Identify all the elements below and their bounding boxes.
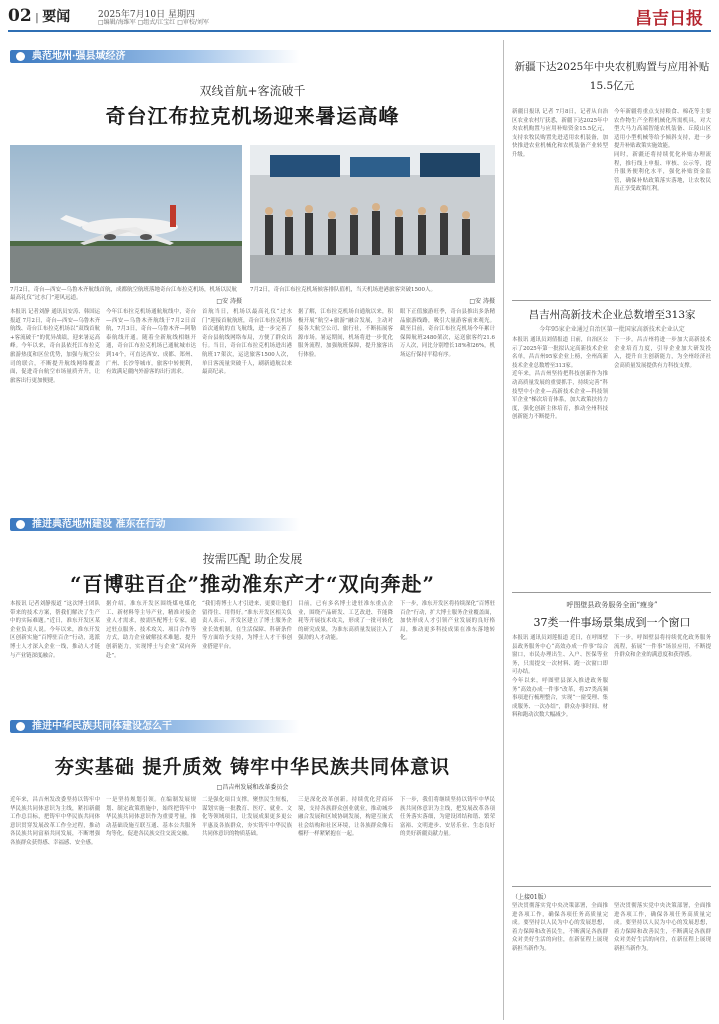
section-band: 推进中华民族共同体建设怎么干 xyxy=(10,720,300,733)
article-body: 今年新疆将重点支持粮食、棉花等主要农作物生产全程机械化所需机具，对大型大马力高端智能农机装备、丘陵山区适用小型机械等给予倾斜支持，进一步提升补贴政策实施效能。 同时，新疆还将持续优化补贴办理流程，推行线上申报、审核、公示等，提升服务便利化水平，强化补贴资金监管，确保补贴政策落实落地，让农牧民真正享受政策红利。 xyxy=(614,109,711,193)
section-band: 推进典范地州建设 准东在行动 xyxy=(10,518,300,531)
article-body: 据介绍，准东开发区围绕煤电煤化工、新材料等主导产业，精准对接企业人才需求，按需匹配博士专家，通过驻点服务、技术攻关、项目合作等方式，助力企业破解技术难题、提升创新能力，实现博士与企业“双向奔赴”。 xyxy=(106,601,196,659)
article-body: 一是坚持规划引领。在编制发展规划、制定政策措施中，始终把铸牢中华民族共同体意识作为重要考量，推动基础设施互联互通、基本公共服务均等化，促进各民族交往交流交融。 xyxy=(106,797,196,838)
article-body: 新疆日报讯 记者 7月8日，记者从自治区农业农村厅获悉，新疆下达2025年中央农机购置与应用补贴资金15.5亿元，支持农牧民购置先进适用农机装备，加快推进农业机械化和农机装备产业转型升级。 xyxy=(512,109,608,158)
article-body: 今年江布拉克机场通航航线中，奇台—西安—乌鲁木齐航线于7月2日首航，7月3日，奇台—乌鲁木齐—阿勒泰航线开通。随着全新航线相继开通，奇台江布拉克机场已通航城市达到14个，可直达西安、成都、郑州、广州、长沙等城市，旅客中转便利，有效满足疆内外游客的出行需求。 xyxy=(106,309,196,376)
editor-line: □编辑/海维军 □组式/江宝红 □审校/刘军 xyxy=(98,19,209,26)
article-body: 下一步，昌吉州将进一步加大高新技术企业培育力度，引导企业加大研发投入，提升自主创新能力，为全州经济社会高质量发展提供有力科技支撑。 xyxy=(614,337,711,369)
section-rule xyxy=(512,300,711,301)
section-rule xyxy=(512,886,711,887)
photo-credit: □安 涛摄 xyxy=(216,298,242,305)
issue-date: 2025年7月10日 星期四 xyxy=(98,10,195,20)
article-body: 近年来，昌吉州发改委坚持以铸牢中华民族共同体意识为主线，紧扣新疆工作总目标，把铸牢中华民族共同体意识贯穿发展改革工作全过程，推动各民族共同富裕共同发展，不断增强各族群众获得感、幸福感、安全感。 xyxy=(10,797,100,846)
article-body: 据了解，江布拉克机场自通航以来，积极开展“航空+旅游”融合发展，主动对接各大航空公司、旅行社，不断拓展客源市场。暑运期间，机场将进一步优化服务流程，加强航班保障，提升旅客出行体验。 xyxy=(298,309,393,358)
article-headline: 夯实基础 提升质效 铸牢中华民族共同体意识 xyxy=(54,756,451,778)
article-headline: “百博驻百企”推动准东产才“双向奔赴” xyxy=(69,572,435,596)
article-body: 下一步，呼图壁县将持续优化政务服务流程，拓展“一件事”场景应用，不断提升群众和企业的满意度和获得感。 xyxy=(614,635,711,659)
article-body: 下一步，准东开发区将持续深化“百博驻百企”行动，扩大博士服务企业覆盖面，加快形成人才引领产业发展的良好格局，推动更多科技成果在准东落地转化。 xyxy=(400,601,495,642)
article-subhead: 今年95家企业通过自治区第一批国家高新技术企业认定 xyxy=(539,326,685,333)
page-number: 02 | 要闻 xyxy=(8,6,71,26)
column-divider xyxy=(503,40,504,1020)
article-body: 本报讯 通讯员刘莲报道 近日，在呼图壁县政务服务中心“高效办成一件事”综合窗口，市民办理出生、入户、医保等业务，只需提交一次材料、跑一次窗口即可办结。 今年以来，呼图壁县深入推进政务服务“高效办成一件事”改革，将37类高频事项进行梳理整合，实现“一窗受理、集成服务、一次办结”，群众办事时间、材料和跑动次数大幅减少。 xyxy=(512,635,608,719)
band-dot-icon xyxy=(16,520,25,529)
article-headline: 新疆下达2025年中央农机购置与应用补贴15.5亿元 xyxy=(514,61,710,92)
photo-caption: 7月2日，奇台江布拉克机场候客排队值机，当天机场进港旅客突破1500人。 xyxy=(250,287,436,293)
band-dot-icon xyxy=(16,722,25,731)
article-body: “我们将博士人才引进来，更要让他们留得住、用得好。”准东开发区相关负责人表示，开发区建立了博士服务企业长效机制，在生活保障、科研条件等方面给予支持，为博士人才干事创业搭建平台。 xyxy=(202,601,292,650)
article-body: 本报讯 记者刘静报道 “这次博士团队带来的技术方案，帮我们解决了生产中的实际难题。”近日，准东开发区某企业负责人说。今年以来，准东开发区创新实施“百博驻百企”行动，选派博士人才深入企业一线，推动人才链与产业链深度融合。 xyxy=(10,601,100,659)
airplane-photo xyxy=(10,145,242,283)
article-body: 坚决贯彻落实党中央决策部署，全面推进各项工作，确保各项任务高质量完成。要坚持以人民为中心的发展思想，着力保障和改善民生，不断满足各族群众对美好生活的向往，在新征程上展现新担当新作为。 xyxy=(512,903,608,952)
article-body: 三是深化改革创新。持续优化营商环境，支持各族群众创业就业，推动城乡融合发展和区域协调发展，构建互嵌式社会结构和社区环境，让各族群众像石榴籽一样紧紧抱在一起。 xyxy=(298,797,393,838)
article-body: 坚决贯彻落实党中央决策部署，全面推进各项工作，确保各项任务高质量完成。要坚持以人民为中心的发展思想，着力保障和改善民生，不断满足各族群众对美好生活的向往，在新征程上展现新担当新作为。 xyxy=(614,903,711,952)
band-dot-icon xyxy=(16,52,25,61)
terminal-photo xyxy=(250,145,495,283)
article-headline: 37类一件事场景集成到一个窗口 xyxy=(533,616,691,629)
article-body: 本报讯 记者刘静 通讯员安涛、韩国运报道 7月2日，奇台—西安—乌鲁木齐航线、奇台江布拉克机场以“双线首航+客流破千”的优异战绩，迎来暑运高峰。今年以来，奇台县依托江布拉克旅游热度和区位优势，加强与航空公司的联合，不断提升航线网络覆盖面，促进奇台航空市场量质齐升，让旅客出行更加便捷。 xyxy=(10,309,100,384)
article-body: 二是强化项目支撑。聚焦民生短板，谋划实施一批教育、医疗、就业、文化等领域项目，让发展成果更多更公平惠及各族群众，夯实铸牢中华民族共同体意识的物质基础。 xyxy=(202,797,292,838)
photo-credit: □安 涛摄 xyxy=(469,298,495,305)
article-body: 目前，已有多名博士进驻准东重点企业，围绕产品研发、工艺改进、节能降耗等开展技术攻关，形成了一批可转化的研究成果，为准东高质量发展注入了强劲的人才动能。 xyxy=(298,601,393,642)
article-body: 本报讯 通讯员刘倩报道 日前，自治区公示了2025年第一批拟认定高新技术企业名单，昌吉州95家企业上榜，全州高新技术企业总数增至313家。 近年来，昌吉州坚持把科技创新作为推动高质量发展的重要抓手，持续完善“科技型中小企业—高新技术企业—科技领军企业”梯次培育体系，加大政策扶持力度，强化创新主体培育，推动全州科技创新能力不断提升。 xyxy=(512,337,608,421)
section-rule xyxy=(512,592,711,593)
section-band: 典范地州·强县域经济 xyxy=(10,50,300,63)
header-rule xyxy=(8,30,711,32)
article-kicker: 呼图壁县政务服务全面“瘦身” xyxy=(566,601,658,609)
article-byline: □昌吉州发展和改革委员会 xyxy=(216,784,289,791)
newspaper-logo: 昌吉日报 xyxy=(635,9,703,29)
article-body: 下一步，我们将继续坚持以铸牢中华民族共同体意识为主线，把发展改革各项任务落实落细，为建设团结和谐、繁荣富裕、文明进步、安居乐业、生态良好的美好新疆贡献力量。 xyxy=(400,797,495,838)
article-headline: 昌吉州高新技术企业总数增至313家 xyxy=(528,309,696,321)
photo-caption: 7月2日，奇台—西安—乌鲁木齐航线首航，成都航空航班落地奇台江布拉克机场，机场以民航最高礼仪“过水门”迎风远道。 xyxy=(10,287,238,301)
continued-label: （上接01版） xyxy=(512,894,550,901)
article-headline: 奇台江布拉克机场迎来暑运高峰 xyxy=(105,104,400,128)
article-body: 首航当日，机场以最高礼仪“过水门”迎接首航航班，奇台江布拉克机场首次通航的直飞航线，进一步完善了奇台县航线网络布局，方便了群众出行。当日，奇台江布拉克机场进出港航班17架次，运送旅客1500人次，单日客流量突破千人，刷新通航以来最高纪录。 xyxy=(202,309,292,376)
article-kicker: 双线首航+客流破千 xyxy=(199,84,306,98)
article-body: 眼下正值旅游旺季，奇台县推出多条精品旅游线路，吸引大量游客前来观光。截至目前，奇台江布拉克机场今年累计保障航班2480架次，运送旅客约21.6万人次，同比分别增长18%和26%，机场运行保持平稳有序。 xyxy=(400,309,495,358)
article-kicker: 按需匹配 助企发展 xyxy=(202,552,303,566)
